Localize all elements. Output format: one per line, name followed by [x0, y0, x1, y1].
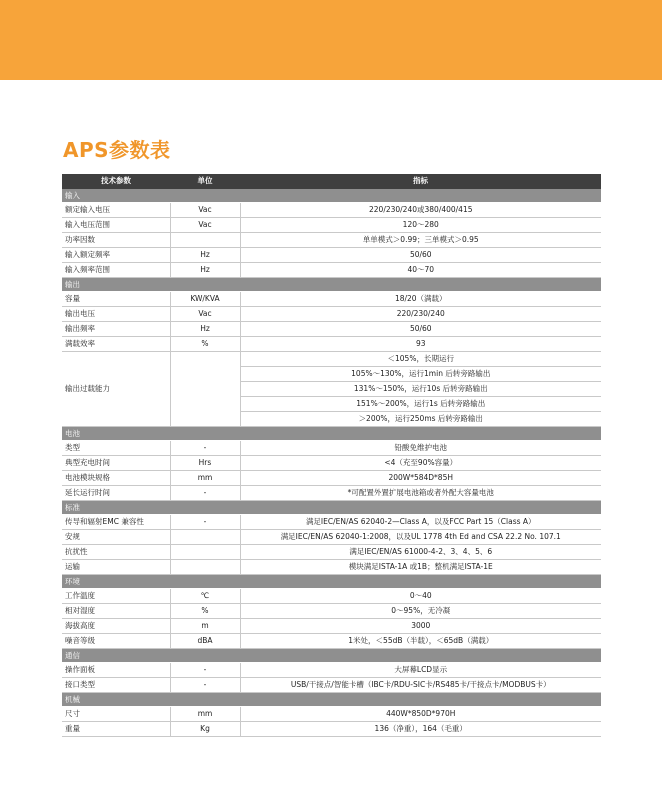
table-row	[62, 619, 601, 634]
value-cell: 151%～200%，运行1s 后转旁路输出	[240, 397, 601, 412]
table-row	[62, 441, 601, 456]
value-cell: 40～70	[240, 263, 601, 278]
table-row	[62, 352, 601, 367]
param-cell: 抗扰性	[62, 545, 170, 560]
table-row	[62, 218, 601, 233]
param-cell: 传导和辐射EMC 兼容性	[62, 515, 170, 530]
value-cell: 50/60	[240, 322, 601, 337]
param-cell: 操作面板	[62, 663, 170, 678]
value-cell: 18/20（满载）	[240, 292, 601, 307]
table-row	[62, 471, 601, 486]
table-row	[62, 233, 601, 248]
header-param: 技术参数	[62, 174, 170, 189]
param-cell: 工作温度	[62, 589, 170, 604]
param-cell: 满载效率	[62, 337, 170, 352]
table-row	[62, 589, 601, 604]
param-cell: 海拔高度	[62, 619, 170, 634]
unit-cell: Vac	[170, 203, 240, 218]
value-cell: <4（充至90%容量）	[240, 456, 601, 471]
param-cell: 相对湿度	[62, 604, 170, 619]
table-row	[62, 545, 601, 560]
table-row	[62, 678, 601, 693]
section-header-row	[62, 189, 601, 203]
unit-cell: mm	[170, 471, 240, 486]
table-row	[62, 515, 601, 530]
unit-cell: ℃	[170, 589, 240, 604]
unit-cell: Hrs	[170, 456, 240, 471]
param-cell: 重量	[62, 722, 170, 737]
header-banner	[0, 0, 662, 80]
unit-cell: Hz	[170, 248, 240, 263]
value-cell: 单单模式＞0.99；三单模式＞0.95	[240, 233, 601, 248]
table-row	[62, 456, 601, 471]
param-cell: 典型充电时间	[62, 456, 170, 471]
unit-cell: -	[170, 515, 240, 530]
section-title: 机械	[62, 693, 601, 707]
table-row	[62, 530, 601, 545]
section-title: 标准	[62, 501, 601, 515]
value-cell: 0～95%，无冷凝	[240, 604, 601, 619]
value-cell: 440W*850D*970H	[240, 707, 601, 722]
value-cell: 满足IEC/EN/AS 62040-1:2008，以及UL 1778 4th Ed and CSA 22.2 No. 107.1	[240, 530, 601, 545]
value-cell: USB/干接点/智能卡槽（IBC卡/RDU-SIC卡/RS485卡/干接点卡/MODBUS卡）	[240, 678, 601, 693]
value-cell: 93	[240, 337, 601, 352]
unit-cell	[170, 233, 240, 248]
section-header-row	[62, 693, 601, 707]
param-cell: 容量	[62, 292, 170, 307]
param-cell: 噪音等级	[62, 634, 170, 649]
unit-cell	[170, 352, 240, 427]
unit-cell: %	[170, 604, 240, 619]
param-cell: 延长运行时间	[62, 486, 170, 501]
section-title: 输入	[62, 189, 601, 203]
param-cell: 接口类型	[62, 678, 170, 693]
section-title: 输出	[62, 278, 601, 292]
header-unit: 单位	[170, 174, 240, 189]
page-title: APS参数表	[63, 138, 171, 162]
header-value: 指标	[240, 174, 601, 189]
param-cell: 输入电压范围	[62, 218, 170, 233]
value-cell: ＞200%，运行250ms 后转旁路输出	[240, 412, 601, 427]
param-cell: 输入额定频率	[62, 248, 170, 263]
param-cell: 类型	[62, 441, 170, 456]
table-row	[62, 560, 601, 575]
param-cell: 输出频率	[62, 322, 170, 337]
table-row	[62, 663, 601, 678]
value-cell: 220/230/240	[240, 307, 601, 322]
value-cell: 铅酸免维护电池	[240, 441, 601, 456]
value-cell: 模块满足ISTA-1A 或1B；整机满足ISTA-1E	[240, 560, 601, 575]
value-cell: 0～40	[240, 589, 601, 604]
param-cell: 输出电压	[62, 307, 170, 322]
unit-cell: %	[170, 337, 240, 352]
unit-cell	[170, 545, 240, 560]
table-row	[62, 248, 601, 263]
table-row	[62, 634, 601, 649]
section-header-row	[62, 501, 601, 515]
value-cell: 136（净重），164（毛重）	[240, 722, 601, 737]
table-row	[62, 307, 601, 322]
unit-cell: -	[170, 486, 240, 501]
value-cell: 3000	[240, 619, 601, 634]
unit-cell: -	[170, 441, 240, 456]
value-cell: 131%～150%，运行10s 后转旁路输出	[240, 382, 601, 397]
param-cell: 电池模块规格	[62, 471, 170, 486]
section-header-row	[62, 427, 601, 441]
unit-cell: -	[170, 678, 240, 693]
unit-cell: KW/KVA	[170, 292, 240, 307]
section-header-row	[62, 575, 601, 589]
unit-cell: m	[170, 619, 240, 634]
table-row	[62, 486, 601, 501]
unit-cell: dBA	[170, 634, 240, 649]
param-cell: 额定输入电压	[62, 203, 170, 218]
unit-cell: Vac	[170, 218, 240, 233]
value-cell: 200W*584D*85H	[240, 471, 601, 486]
value-cell: 105%～130%，运行1min 后转旁路输出	[240, 367, 601, 382]
value-cell: ＜105%，长期运行	[240, 352, 601, 367]
value-cell: 满足IEC/EN/AS 62040-2—Class A，以及FCC Part 15（Class A）	[240, 515, 601, 530]
section-title: 通信	[62, 649, 601, 663]
value-cell: 1米处，＜55dB（半载），＜65dB（满载）	[240, 634, 601, 649]
param-cell: 功率因数	[62, 233, 170, 248]
table-row	[62, 722, 601, 737]
unit-cell: Vac	[170, 307, 240, 322]
section-header-row	[62, 649, 601, 663]
unit-cell: Hz	[170, 322, 240, 337]
spec-table	[62, 174, 601, 737]
unit-cell: mm	[170, 707, 240, 722]
section-title: 电池	[62, 427, 601, 441]
section-title: 环境	[62, 575, 601, 589]
value-cell: 满足IEC/EN/AS 61000-4-2、3、4、5、6	[240, 545, 601, 560]
table-row	[62, 292, 601, 307]
table-header-row	[62, 174, 601, 189]
value-cell: 220/230/240或380/400/415	[240, 203, 601, 218]
table-row	[62, 203, 601, 218]
unit-cell	[170, 530, 240, 545]
table-row	[62, 337, 601, 352]
value-cell: *可配置外置扩展电池箱或者外配大容量电池	[240, 486, 601, 501]
table-row	[62, 322, 601, 337]
table-row	[62, 604, 601, 619]
unit-cell: -	[170, 663, 240, 678]
section-header-row	[62, 278, 601, 292]
param-cell: 尺寸	[62, 707, 170, 722]
table-row	[62, 263, 601, 278]
param-cell: 安规	[62, 530, 170, 545]
table-row	[62, 707, 601, 722]
param-cell: 输入频率范围	[62, 263, 170, 278]
value-cell: 120～280	[240, 218, 601, 233]
param-cell: 输出过载能力	[62, 352, 170, 427]
spec-table-body	[62, 189, 601, 737]
value-cell: 50/60	[240, 248, 601, 263]
param-cell: 运输	[62, 560, 170, 575]
unit-cell	[170, 560, 240, 575]
unit-cell: Kg	[170, 722, 240, 737]
unit-cell: Hz	[170, 263, 240, 278]
value-cell: 大屏幕LCD显示	[240, 663, 601, 678]
